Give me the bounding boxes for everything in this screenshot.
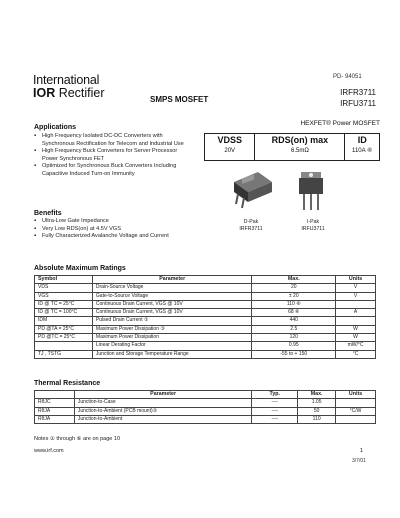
table-cell: [336, 415, 376, 423]
table-cell: 20: [252, 284, 336, 292]
table-cell: 2.5: [252, 325, 336, 333]
key-parameters-box: [204, 133, 380, 161]
table-cell: W: [336, 334, 376, 342]
abs-max-heading: Absolute Maximum Ratings: [34, 265, 126, 272]
table-cell: PD @TC = 25°C: [35, 334, 93, 342]
table-cell: Maximum Power Dissipation: [92, 334, 252, 342]
rdson-cell: [255, 134, 345, 160]
dpak-label: [226, 219, 276, 232]
table-row: [35, 300, 376, 308]
table-cell: Junction and Storage Temperature Range: [92, 350, 252, 358]
vdss-value: 20V: [224, 148, 236, 154]
table-cell: [336, 399, 376, 407]
table-cell: Continuous Drain Current, VGS @ 10V: [92, 300, 252, 308]
column-header: Units: [336, 276, 376, 284]
table-cell: ----: [252, 407, 298, 415]
column-header: Typ.: [252, 391, 298, 399]
column-header: Parameter: [74, 391, 251, 399]
table-cell: V: [336, 292, 376, 300]
thermal-table: [34, 390, 376, 424]
table-cell: [336, 300, 376, 308]
table-row: [35, 415, 376, 423]
company-name-line1: International: [33, 73, 100, 87]
list-item: ▪ Ultra-Low Gate Impedance: [34, 218, 184, 226]
table-cell: RθJA: [35, 407, 75, 415]
package-name: D-Pak: [243, 219, 259, 225]
list-item: ▪ Fully Characterized Avalanche Voltage and Current: [34, 233, 184, 241]
rdson-value: 6.5mΩ: [290, 148, 309, 154]
table-cell: 110: [298, 415, 336, 423]
list-item: ▪ Very Low RDS(on) at 4.5V VGS: [34, 226, 184, 234]
column-header: [35, 391, 75, 399]
company-name-line2: [33, 87, 105, 100]
column-header: Max.: [298, 391, 336, 399]
ipak-package-image: [295, 168, 329, 212]
table-cell: Pulsed Drain Current ①: [92, 317, 252, 325]
vdss-header: VDSS: [217, 135, 242, 145]
applications-list: [34, 133, 184, 179]
table-cell: ----: [252, 415, 298, 423]
table-cell: 440: [252, 317, 336, 325]
applications-heading: Applications: [34, 124, 77, 131]
table-row: [35, 407, 376, 415]
table-cell: 120: [252, 334, 336, 342]
id-header: ID: [357, 135, 367, 145]
part-numbers: [326, 87, 376, 109]
table-cell: Maximum Power Dissipation ③: [92, 325, 252, 333]
column-header: Parameter: [92, 276, 252, 284]
document-number: PD- 94051: [333, 74, 362, 80]
table-cell: Junction-to-Ambient: [74, 415, 251, 423]
table-row: [35, 317, 376, 325]
company-name-rectifier: Rectifier: [55, 86, 105, 100]
table-cell: ± 20: [252, 292, 336, 300]
table-cell: Drain-Source Voltage: [92, 284, 252, 292]
table-row: [35, 399, 376, 407]
table-cell: RθJA: [35, 415, 75, 423]
part-number: IRFU3711: [340, 99, 376, 108]
id-value: 110A ⑥: [352, 148, 373, 154]
table-cell: mW/°C: [336, 342, 376, 350]
table-cell: 110 ⑥: [252, 300, 336, 308]
table-cell: [336, 317, 376, 325]
table-cell: RθJC: [35, 399, 75, 407]
table-cell: VGS: [35, 292, 93, 300]
table-cell: Continuous Drain Current, VGS @ 10V: [92, 309, 252, 317]
table-cell: ID @ TC = 100°C: [35, 309, 93, 317]
table-cell: Junction-to-Ambient (PCB mount)③: [74, 407, 251, 415]
table-cell: 50: [298, 407, 336, 415]
table-cell: V: [336, 284, 376, 292]
product-subtitle: HEXFET® Power MOSFET: [300, 120, 380, 127]
table-cell: ID @ TC = 25°C: [35, 300, 93, 308]
table-cell: -55 to + 150: [252, 350, 336, 358]
footnotes: Notes ① through ⑥ are on page 10: [34, 436, 120, 442]
table-row: [35, 342, 376, 350]
ior-logo-mark: IOR: [33, 86, 56, 100]
column-header: Max.: [252, 276, 336, 284]
table-cell: PD @TA = 25°C: [35, 325, 93, 333]
package-name: I-Pak: [306, 219, 320, 225]
table-cell: Gate-to-Source Voltage: [92, 292, 252, 300]
column-header: Symbol: [35, 276, 93, 284]
table-cell: A: [336, 309, 376, 317]
benefits-list: [34, 218, 184, 241]
company-logo: [33, 74, 105, 100]
table-header-row: [35, 391, 376, 399]
part-number: IRFR3711: [340, 88, 376, 97]
table-header-row: [35, 276, 376, 284]
table-row: [35, 325, 376, 333]
table-cell: °C: [336, 350, 376, 358]
table-cell: °C/W: [336, 407, 376, 415]
package-part: IRFR3711: [239, 225, 263, 232]
benefits-heading: Benefits: [34, 210, 62, 217]
abs-max-table: [34, 275, 376, 359]
column-header: Units: [336, 391, 376, 399]
table-cell: W: [336, 325, 376, 333]
page-number: 1: [360, 448, 364, 454]
table-cell: VDS: [35, 284, 93, 292]
table-row: [35, 309, 376, 317]
id-cell: [345, 134, 379, 160]
table-row: [35, 292, 376, 300]
table-cell: Linear Derating Factor: [92, 342, 252, 350]
table-row: [35, 334, 376, 342]
table-cell: 68 ⑥: [252, 309, 336, 317]
table-cell: [35, 342, 93, 350]
vdss-cell: [205, 134, 255, 160]
table-row: [35, 350, 376, 358]
product-type: SMPS MOSFET: [150, 95, 209, 104]
table-cell: 1.05: [298, 399, 336, 407]
dpak-package-image: [228, 168, 276, 212]
thermal-heading: Thermal Resistance: [34, 380, 101, 387]
ipak-label: [288, 219, 338, 232]
table-cell: IDM: [35, 317, 93, 325]
list-item: ▪ High Frequency Isolated DC-DC Converters with Synchronous Rectification for Telecom and Industrial Use: [34, 133, 184, 148]
list-item: ▪ Optimized for Synchronous Buck Converters Including Capacitive Induced Turn-on Immunity: [34, 163, 184, 178]
revision-date: 3/7/01: [352, 458, 366, 464]
rdson-header: RDS(on) max: [271, 135, 329, 145]
table-cell: 0.95: [252, 342, 336, 350]
table-cell: TJ , TSTG: [35, 350, 93, 358]
table-cell: Junction-to-Case: [74, 399, 251, 407]
table-cell: ----: [252, 399, 298, 407]
table-row: [35, 284, 376, 292]
package-part: IRFU3711: [301, 225, 325, 232]
website-link[interactable]: www.irf.com: [34, 448, 64, 454]
list-item: ▪ High Frequency Buck Converters for Server Processor Power Synchronous FET: [34, 148, 184, 163]
